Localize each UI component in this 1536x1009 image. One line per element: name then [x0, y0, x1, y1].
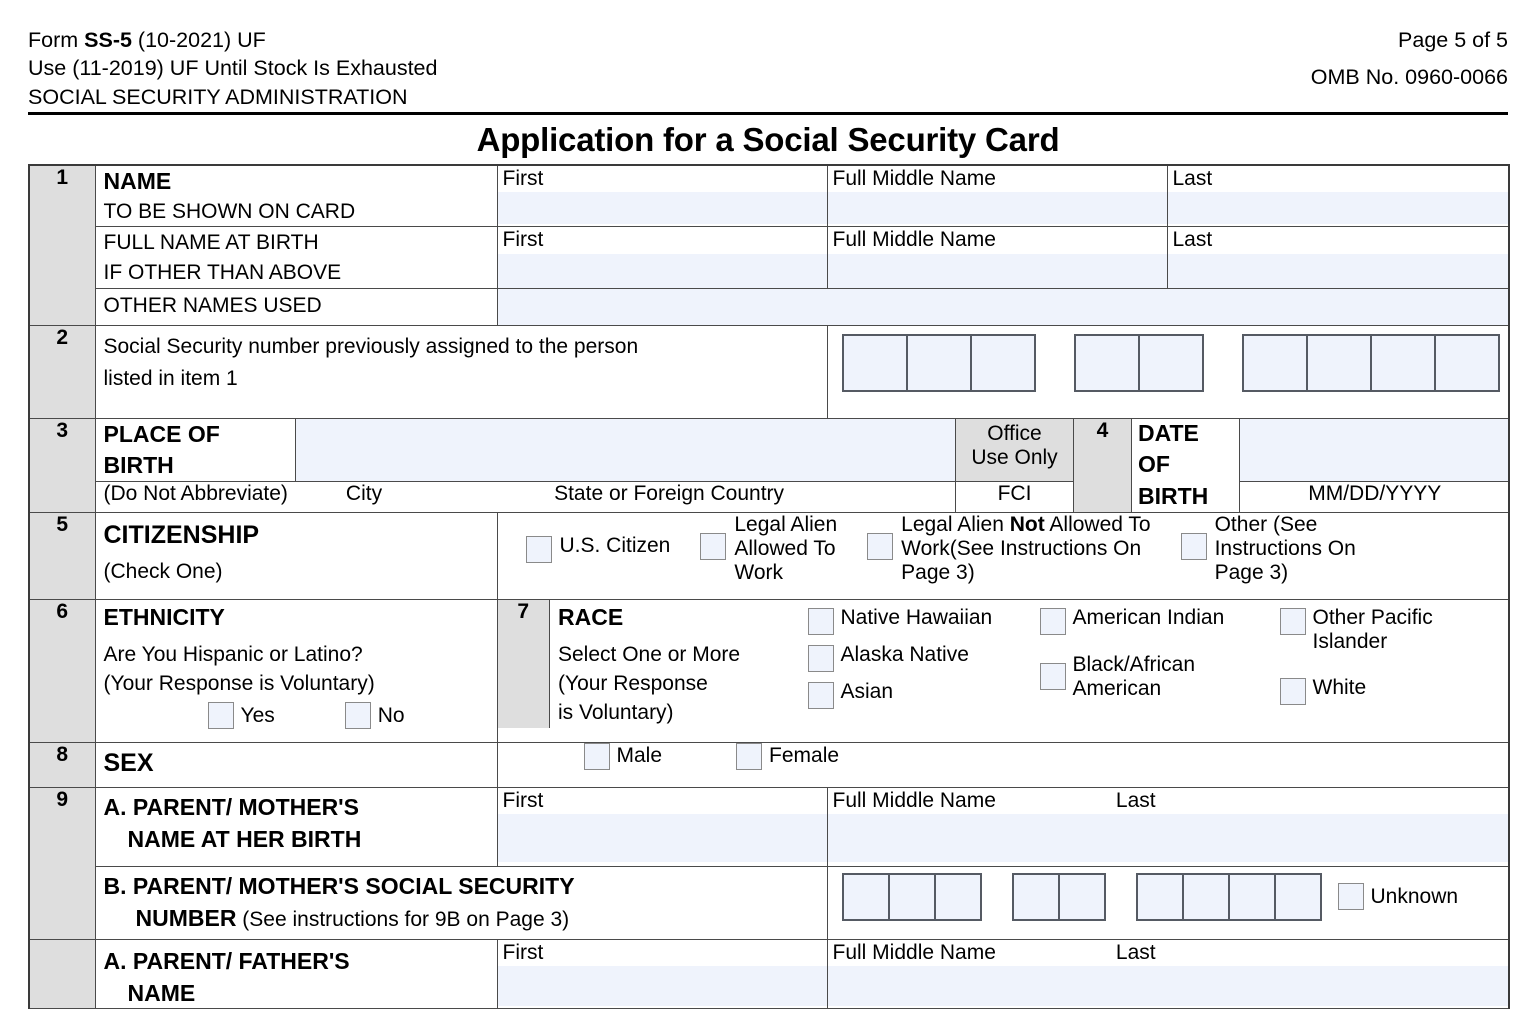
- item9b-ssn-boxes: [828, 867, 1509, 927]
- column-header-first: First: [498, 940, 827, 966]
- checkbox-box-icon[interactable]: [584, 743, 610, 770]
- checkbox-label: Asian: [840, 679, 894, 703]
- item9b-ssn-cell: [827, 866, 1509, 939]
- form-stock-note: Use (11-2019) UF Until Stock Is Exhausted: [28, 56, 438, 81]
- item2-text-cell: [95, 325, 827, 418]
- form-masthead: [28, 0, 1508, 115]
- item9a-middle-last-cell[interactable]: [827, 787, 1509, 866]
- opt-line: Page 3): [1214, 560, 1289, 584]
- ssn-digit-box[interactable]: [1184, 875, 1230, 919]
- checkbox-box-icon[interactable]: [345, 702, 371, 729]
- checkbox-box-icon[interactable]: [1181, 533, 1207, 560]
- checkbox-label: Alaska Native: [840, 642, 969, 666]
- item1-birth-middle-cell[interactable]: [827, 227, 1167, 288]
- checkbox-box-icon[interactable]: [808, 645, 834, 672]
- item1-row-othernames: [29, 288, 1509, 325]
- item10a-label-line1: A. PARENT/ FATHER'S: [103, 947, 350, 974]
- item7-label-cell: [550, 600, 808, 728]
- column-header-first: First: [498, 788, 827, 814]
- item10a-first-cell[interactable]: [497, 939, 827, 1008]
- opt-line: Work(See Instructions On: [901, 536, 1142, 560]
- item5-options-cell: [497, 512, 1509, 599]
- item4-label-cell: [1132, 419, 1240, 512]
- item9a-row: [29, 787, 1509, 866]
- ssn-group-serial[interactable]: [1136, 873, 1322, 921]
- item6-label: ETHNICITY: [103, 603, 225, 630]
- ssn-digit-box[interactable]: [844, 875, 890, 919]
- item1-birth-last-cell[interactable]: [1167, 227, 1509, 288]
- agency-name: SOCIAL SECURITY ADMINISTRATION: [28, 84, 408, 109]
- item7-sub-line1: Select One or More: [558, 642, 741, 666]
- item1-last-input[interactable]: [1168, 192, 1509, 224]
- race-column-2: [1040, 606, 1272, 709]
- checkbox-label: Male: [616, 744, 663, 768]
- item8-row: [29, 742, 1509, 787]
- item3-office-use-line2: Use Only: [971, 445, 1058, 469]
- item5-label: CITIZENSHIP: [103, 520, 260, 549]
- item7-sub-line3: is Voluntary): [558, 701, 674, 725]
- item2-row: [29, 325, 1509, 418]
- opt-line: Work: [734, 560, 783, 584]
- checkbox-legal-alien-not-allowed-to-work[interactable]: [867, 513, 1150, 585]
- item1-birth-last-input[interactable]: [1168, 254, 1509, 288]
- item2-text-line2: listed in item 1: [103, 366, 238, 390]
- item9b-label-line2: [96, 902, 827, 934]
- checkbox-box-icon[interactable]: [526, 536, 552, 563]
- item1-row-name: [29, 165, 1509, 227]
- item5-number: 5: [29, 512, 95, 599]
- checkbox-box-icon[interactable]: [808, 608, 834, 635]
- checkbox-other-pacific-islander[interactable]: [1280, 606, 1490, 654]
- checkbox-sex-male[interactable]: [584, 743, 663, 770]
- checkbox-label: [734, 513, 837, 585]
- race-column-3: [1280, 606, 1490, 709]
- checkbox-label: Female: [769, 744, 840, 768]
- item2-number: 2: [29, 325, 95, 418]
- column-header-first: First: [498, 166, 827, 192]
- item3-item4-row: [29, 418, 1509, 512]
- item1-othernames-label-cell: [95, 288, 497, 325]
- checkbox-label: U.S. Citizen: [559, 534, 671, 558]
- opt-line-bold: Not: [1009, 512, 1045, 536]
- item7-label: RACE: [558, 603, 624, 630]
- checkbox-american-indian[interactable]: [1040, 606, 1272, 635]
- item9-number: 9: [29, 787, 95, 939]
- checkbox-legal-alien-allowed-to-work[interactable]: [700, 513, 837, 585]
- checkbox-white[interactable]: [1280, 676, 1490, 705]
- checkbox-box-icon[interactable]: [736, 743, 762, 770]
- ssn-digit-box[interactable]: [1140, 336, 1202, 390]
- item8-sex-options: [498, 743, 1509, 770]
- page-number: Page 5 of 5: [1398, 28, 1508, 52]
- item1-birthname-label-1: FULL NAME AT BIRTH: [103, 231, 319, 255]
- item8-number: 8: [29, 742, 95, 787]
- item9a-label-cell: [95, 787, 497, 866]
- checkbox-black-african-american[interactable]: [1040, 653, 1272, 701]
- ssn-digit-box[interactable]: [1060, 875, 1104, 919]
- item10a-first-input[interactable]: [498, 966, 827, 1006]
- item2-text-line1: Social Security number previously assigned to the person: [103, 334, 639, 358]
- checkbox-box-icon[interactable]: [1040, 608, 1066, 635]
- checkbox-box-icon[interactable]: [1280, 678, 1306, 705]
- item7-sub-line2: (Your Response: [558, 671, 708, 695]
- checkbox-label: Yes: [240, 703, 275, 727]
- column-header-last: Last: [1168, 166, 1509, 192]
- form-revision: (10-2021) UF: [131, 28, 266, 52]
- item5-citizenship-options: [498, 513, 1509, 585]
- ssn-digit-box[interactable]: [1436, 336, 1498, 390]
- item9a-label-line2: NAME AT HER BIRTH: [127, 825, 362, 852]
- form-grid: [28, 164, 1510, 1009]
- checkbox-hispanic-no[interactable]: [345, 702, 405, 729]
- item3-subgrid: [96, 419, 1510, 512]
- item1-last-cell[interactable]: [1167, 165, 1509, 227]
- item1-name-sublabel: TO BE SHOWN ON CARD: [103, 199, 356, 223]
- item8-label: SEX: [103, 748, 154, 777]
- item5-row: [29, 512, 1509, 599]
- column-header-last: Last: [1168, 227, 1509, 253]
- form-number-line: [28, 26, 437, 54]
- ssn-digit-box[interactable]: [936, 875, 980, 919]
- item10a-row: [29, 939, 1509, 1008]
- checkbox-box-icon[interactable]: [1338, 883, 1364, 910]
- ssn-digit-box[interactable]: [972, 336, 1034, 390]
- checkbox-native-hawaiian[interactable]: [808, 606, 1032, 635]
- item7-race-options-cell: [808, 600, 1510, 728]
- item1-birth-first-cell[interactable]: [497, 227, 827, 288]
- item1-birthname-label-cell: [95, 227, 497, 288]
- ssn-digit-box[interactable]: [1014, 875, 1060, 919]
- item4-label-line1: DATE: [1138, 419, 1199, 446]
- ssn-digit-box[interactable]: [1244, 336, 1308, 390]
- item9a-first-cell[interactable]: [497, 787, 827, 866]
- item4-label-line2: OF: [1138, 451, 1170, 478]
- checkbox-label: Other Pacific Islander: [1312, 605, 1433, 653]
- item9b-row: [29, 866, 1509, 939]
- ssn-group-area[interactable]: [842, 334, 1036, 392]
- item6-yes-no-group: [96, 698, 497, 729]
- item9a-captions: [828, 788, 1509, 814]
- checkbox-box-icon[interactable]: [1280, 608, 1306, 635]
- item5-label-cell: [95, 512, 497, 599]
- item9b-label-line1: B. PARENT/ MOTHER'S SOCIAL SECURITY: [103, 872, 575, 899]
- checkbox-box-icon[interactable]: [700, 533, 726, 560]
- checkbox-other-citizenship[interactable]: [1181, 513, 1356, 585]
- ssn-digit-box[interactable]: [1230, 875, 1276, 919]
- column-header-middle: Full Middle Name: [828, 166, 1167, 192]
- column-header-middle: Full Middle Name: [828, 227, 1167, 253]
- item7-container: [497, 599, 1509, 742]
- ssn-digit-box[interactable]: [1076, 336, 1140, 390]
- item3-fci-caption: FCI: [956, 481, 1074, 512]
- item3-state-caption: State or Foreign Country: [554, 481, 785, 505]
- item6-number: 6: [29, 599, 95, 742]
- checkbox-box-icon[interactable]: [1040, 663, 1066, 690]
- ssn-digit-box[interactable]: [1308, 336, 1372, 390]
- item9b-label-cell: [95, 866, 827, 939]
- checkbox-asian[interactable]: [808, 680, 1032, 709]
- item1-birthname-label-2: IF OTHER THAN ABOVE: [103, 260, 342, 284]
- checkbox-label: Native Hawaiian: [840, 605, 993, 629]
- item2-ssn-cell: [827, 325, 1509, 418]
- item1-othernames-input[interactable]: [497, 288, 1509, 325]
- checkbox-label: American Indian: [1072, 605, 1225, 629]
- opt-line: Legal Alien: [901, 512, 1010, 536]
- item9a-middle-last-input[interactable]: [828, 814, 1509, 862]
- item1-first-cell[interactable]: [497, 165, 827, 227]
- checkbox-alaska-native[interactable]: [808, 643, 1032, 672]
- item1-first-input[interactable]: [498, 192, 827, 224]
- item9b-instruction-note: (See instructions for 9B on Page 3): [236, 907, 570, 931]
- checkbox-label: No: [377, 703, 405, 727]
- checkbox-label: Unknown: [1370, 884, 1459, 908]
- item1-birth-middle-input[interactable]: [828, 254, 1167, 288]
- item1-middle-cell[interactable]: [827, 165, 1167, 227]
- checkbox-sex-female[interactable]: [736, 743, 839, 770]
- item3-label-line2: BIRTH: [103, 452, 174, 479]
- checkbox-label: [901, 513, 1150, 585]
- item9b-number-word: NUMBER: [135, 904, 237, 931]
- item3-office-use-line1: Office: [987, 421, 1042, 445]
- checkbox-box-icon[interactable]: [867, 533, 893, 560]
- item10-number: [29, 939, 95, 1008]
- checkbox-us-citizen[interactable]: [526, 534, 671, 563]
- item3-do-not-abbreviate: (Do Not Abbreviate): [103, 481, 288, 505]
- column-header-middle: Full Middle Name: [832, 940, 996, 964]
- ssn-group-group[interactable]: [1012, 873, 1106, 921]
- item1-othernames-label: OTHER NAMES USED: [103, 293, 322, 317]
- item3-caption-cell: [96, 481, 956, 512]
- ssn-digit-box[interactable]: [1276, 875, 1320, 919]
- checkbox-box-icon[interactable]: [208, 702, 234, 729]
- item6-item7-row: [29, 599, 1509, 742]
- ssn-digit-box[interactable]: [844, 336, 908, 390]
- ssn-group-area[interactable]: [842, 873, 982, 921]
- opt-line: Legal Alien: [734, 512, 838, 536]
- ssn-digit-box[interactable]: [1138, 875, 1184, 919]
- item10a-label-cell: [95, 939, 497, 1008]
- item7-subgrid: [498, 600, 1510, 728]
- item4-date-of-birth-input[interactable]: [1240, 419, 1510, 482]
- item3-captions: [96, 482, 956, 506]
- opt-line: Page 3): [901, 560, 975, 584]
- checkbox-label: Black/African American: [1072, 652, 1196, 700]
- opt-line: Other (See: [1214, 512, 1318, 536]
- ssn-digit-box[interactable]: [1372, 336, 1436, 390]
- checkbox-label: White: [1312, 675, 1367, 699]
- item1-birth-first-input[interactable]: [498, 254, 827, 288]
- item2-ssn-boxes: [828, 326, 1509, 400]
- ssn-digit-box[interactable]: [890, 875, 936, 919]
- item6-cell: [95, 599, 497, 742]
- item6-voluntary-note: (Your Response is Voluntary): [103, 671, 375, 695]
- item5-sublabel: (Check One): [103, 559, 223, 583]
- item7-number: 7: [498, 600, 550, 728]
- page-title: Application for a Social Security Card: [476, 121, 1060, 159]
- item10a-label-line2: NAME: [127, 979, 196, 1006]
- opt-line: Allowed To: [734, 536, 836, 560]
- opt-line: Instructions On: [1214, 536, 1356, 560]
- item1-middle-input[interactable]: [828, 192, 1167, 224]
- item10a-middle-last-input[interactable]: [828, 966, 1509, 1006]
- column-header-last: Last: [1115, 940, 1156, 964]
- form-label: Form: [28, 28, 85, 52]
- item3-item4-container: [95, 418, 1509, 512]
- item8-label-cell: [95, 742, 497, 787]
- ssn-digit-box[interactable]: [908, 336, 972, 390]
- form-id: SS-5: [84, 28, 132, 52]
- item4-date-format-caption: MM/DD/YYYY: [1240, 481, 1510, 512]
- item10a-captions: [828, 940, 1509, 966]
- column-header-first: First: [498, 227, 827, 253]
- ssn-group-group[interactable]: [1074, 334, 1204, 392]
- masthead-right: [1311, 26, 1508, 92]
- item6-question: Are You Hispanic or Latino?: [103, 642, 363, 666]
- item1-name-label-cell: [95, 165, 497, 227]
- item3-label-line1: PLACE OF: [103, 420, 220, 447]
- item3-office-use-cell: [956, 419, 1074, 482]
- masthead-left: [28, 26, 437, 111]
- item1-number: 1: [29, 165, 95, 325]
- item3-number: 3: [29, 418, 95, 512]
- item9a-label-line1: A. PARENT/ MOTHER'S: [103, 793, 359, 820]
- column-header-middle: Full Middle Name: [832, 788, 996, 812]
- item1-name-label: NAME: [103, 168, 172, 195]
- item3-city-caption: City: [345, 481, 383, 505]
- opt-line: Allowed To: [1044, 512, 1151, 536]
- item3-label-cell: [96, 419, 296, 482]
- item8-options-cell: [497, 742, 1509, 787]
- omb-number: OMB No. 0960-0066: [1310, 65, 1508, 90]
- item1-row-birthname: [29, 227, 1509, 288]
- checkbox-box-icon[interactable]: [808, 682, 834, 709]
- checkbox-hispanic-yes[interactable]: [208, 702, 275, 729]
- ssn-group-serial[interactable]: [1242, 334, 1500, 392]
- column-header-last: Last: [1115, 788, 1156, 812]
- checkbox-mother-ssn-unknown[interactable]: [1338, 883, 1459, 910]
- item10a-middle-last-cell[interactable]: [827, 939, 1509, 1008]
- race-column-1: [808, 606, 1032, 709]
- item3-place-of-birth-input[interactable]: [296, 419, 956, 482]
- checkbox-label: [1215, 513, 1356, 585]
- item4-number: 4: [1074, 419, 1132, 512]
- item4-label-line3: BIRTH: [1138, 482, 1209, 509]
- item7-race-checkbox-columns: [808, 600, 1510, 709]
- item9a-first-input[interactable]: [498, 814, 827, 862]
